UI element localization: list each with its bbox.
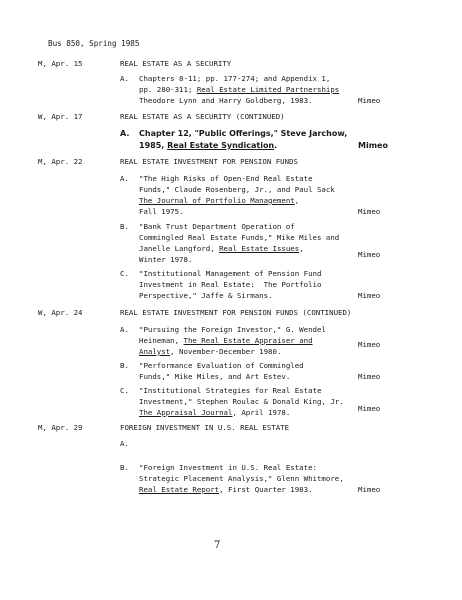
citation-line: Janelle Langford, Real Estate Issues, <box>139 244 304 253</box>
citation-line: The Journal of Portfolio Management, <box>139 196 300 205</box>
citation-line: Theodore Lynn and Harry Goldberg, 1983. <box>139 96 313 105</box>
item-letter: C. <box>120 386 129 395</box>
item-letter: A. <box>120 439 129 448</box>
citation-line: Fall 1975. <box>139 207 184 216</box>
item-letter: A. <box>120 74 129 83</box>
citation-line: "Institutional Strategies for Real Estate <box>139 386 322 395</box>
source-label: Mimeo <box>358 291 381 300</box>
citation-line: Commingled Real Estate Funds," Mike Miles and <box>139 233 340 242</box>
citation-line: Funds," Mike Miles, and Art Estev. <box>139 372 291 381</box>
session-topic: REAL ESTATE INVESTMENT FOR PENSION FUNDS (CONTINUED) <box>120 308 352 317</box>
source-label: Mimeo <box>358 340 381 349</box>
session-date: M, Apr. 22 <box>38 157 83 166</box>
session-date: W, Apr. 24 <box>38 308 83 317</box>
item-letter: A. <box>120 129 130 138</box>
citation-line: Chapter 12, "Public Offerings," Steve Jarchow, <box>139 129 348 138</box>
citation-line: Heineman, The Real Estate Appraiser and <box>139 336 313 345</box>
citation-line: Perspective," Jaffe & Sirmans. <box>139 291 273 300</box>
item-letter: C. <box>120 269 129 278</box>
session-topic: FOREIGN INVESTMENT IN U.S. REAL ESTATE <box>120 423 290 432</box>
page-number: 7 <box>214 540 221 551</box>
citation-line: Investment," Stephen Roulac & Donald King, Jr. <box>139 397 344 406</box>
session-date: W, Apr. 17 <box>38 112 83 121</box>
citation-line: Funds," Claude Rosenberg, Jr., and Paul Sack <box>139 185 335 194</box>
source-label: Mimeo <box>358 141 388 150</box>
citation-line: pp. 280-311; Real Estate Limited Partnerships <box>139 85 340 94</box>
session-topic: REAL ESTATE AS A SECURITY <box>120 59 232 68</box>
item-letter: A. <box>120 174 129 183</box>
course-header: Bus 850, Spring 1985 <box>48 39 140 48</box>
item-letter: A. <box>120 325 129 334</box>
session-topic: REAL ESTATE INVESTMENT FOR PENSION FUNDS <box>120 157 298 166</box>
source-label: Mimeo <box>358 250 381 259</box>
session-date: M, Apr. 29 <box>38 423 83 432</box>
source-label: Mimeo <box>358 96 381 105</box>
citation-line: Real Estate Report, First Quarter 1983. <box>139 485 313 494</box>
citation-line: Analyst, November-December 1980. <box>139 347 282 356</box>
citation-line: "The High Risks of Open-End Real Estate <box>139 174 313 183</box>
citation-line: "Foreign Investment in U.S. Real Estate: <box>139 463 317 472</box>
item-letter: B. <box>120 463 129 472</box>
session-date: M, Apr. 15 <box>38 59 83 68</box>
item-letter: B. <box>120 222 129 231</box>
item-letter: B. <box>120 361 129 370</box>
source-label: Mimeo <box>358 485 381 494</box>
source-label: Mimeo <box>358 372 381 381</box>
citation-line: "Pursuing the Foreign Investor," G. Wendel <box>139 325 326 334</box>
source-label: Mimeo <box>358 404 381 413</box>
source-label: Mimeo <box>358 207 381 216</box>
citation-line: 1985, Real Estate Syndication. <box>139 141 278 150</box>
citation-line: Investment in Real Estate: The Portfolio <box>139 280 322 289</box>
citation-line: Strategic Placement Analysis," Glenn Whitmore, <box>139 474 344 483</box>
citation-line: "Performance Evaluation of Commingled <box>139 361 304 370</box>
citation-line: Chapters 8-11; pp. 177-274; and Appendix 1, <box>139 74 331 83</box>
session-topic: REAL ESTATE AS A SECURITY (CONTINUED) <box>120 112 285 121</box>
citation-line: "Bank Trust Department Operation of <box>139 222 295 231</box>
citation-line: "Institutional Management of Pension Fund <box>139 269 322 278</box>
citation-line: Winter 1978. <box>139 255 193 264</box>
citation-line: The Appraisal Journal, April 1978. <box>139 408 291 417</box>
